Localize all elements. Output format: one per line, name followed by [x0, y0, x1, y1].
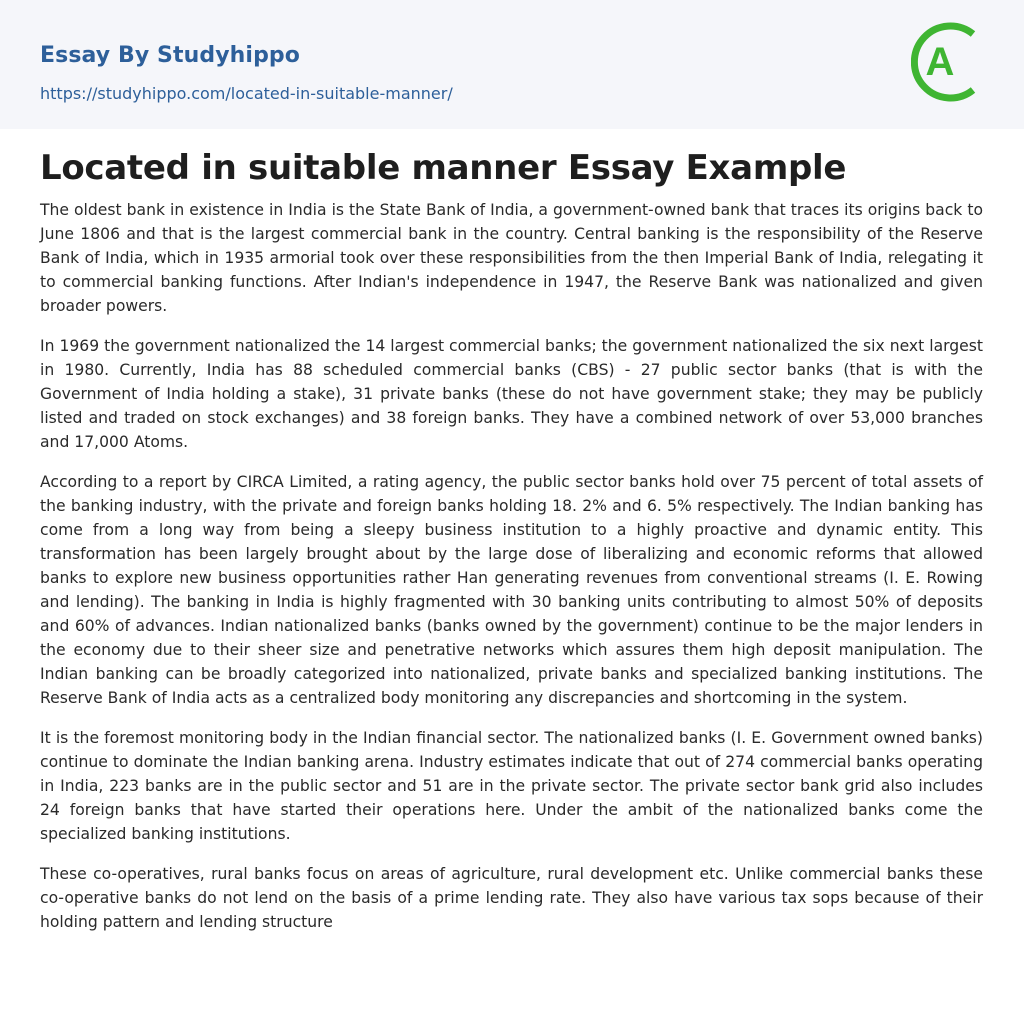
studyhippo-logo-icon[interactable] — [911, 19, 987, 105]
logo-letter: A — [925, 40, 955, 84]
article-paragraph: According to a report by CIRCA Limited, a rating agency, the public sector banks hold over 75 percent of total assets of the banking industry, with the private and foreign banks holding 18. 2% and 6. 5% respectively. The Indian banking has come from a long way from being a sleepy business institution to a highly proactive and dynamic entity. This transformation has been largely brought about by the large dose of liberalizing and economic reforms that allowed banks to explore new business opportunities rather Han generating revenues from conventional streams (I. E. Rowing and lending). The banking in India is highly fragmented with 30 banking units contributing to almost 50% of deposits and 60% of advances. Indian nationalized banks (banks owned by the government) continue to be the major lenders in the economy due to their sheer size and penetrative networks which assures them high deposit manipulation. The Indian banking can be broadly categorized into nationalized, private banks and specialized banking institutions. The Reserve Bank of India acts as a centralized body monitoring any discrepancies and shortcoming in the system. — [40, 473, 983, 707]
article-paragraph: These co-operatives, rural banks focus on areas of agriculture, rural development etc. Unlike commercial banks these co-operative banks do not lend on the basis of a prime lending rate. They also have various tax sops because of their holding pattern and lending structure — [40, 865, 983, 931]
page-title: Located in suitable manner Essay Example — [40, 148, 847, 188]
article-paragraph: In 1969 the government nationalized the 14 largest commercial banks; the government nationalized the six next largest in 1980. Currently, India has 88 scheduled commercial banks (CBS) - 27 public sector banks (that is with the Government of India holding a stake), 31 private banks (these do not have government stake; they may be publicly listed and traded on stock exchanges) and 38 foreign banks. They have a combined network of over 53,000 branches and 17,000 Atoms. — [40, 337, 983, 451]
page-url-link[interactable]: https://studyhippo.com/located-in-suitable-manner/ — [40, 84, 453, 103]
brand-title[interactable]: Essay By Studyhippo — [40, 43, 300, 68]
site-header — [0, 0, 1024, 129]
article-paragraph: It is the foremost monitoring body in the Indian financial sector. The nationalized banks (I. E. Government owned banks) continue to dominate the Indian banking arena. Industry estimates indicate that out of 274 commercial banks operating in India, 223 banks are in the public sector and 51 are in the private sector. The private sector bank grid also includes 24 foreign banks that have started their operations here. Under the ambit of the nationalized banks come the specialized banking institutions. — [40, 729, 983, 843]
article-paragraph: The oldest bank in existence in India is the State Bank of India, a government-owned bank that traces its origins back to June 1806 and that is the largest commercial bank in the country. Central banking is the responsibility of the Reserve Bank of India, which in 1935 armorial took over these responsibilities from the then Imperial Bank of India, relegating it to commercial banking functions. After Indian's independence in 1947, the Reserve Bank was nationalized and given broader powers. — [40, 201, 983, 315]
article — [40, 143, 983, 950]
